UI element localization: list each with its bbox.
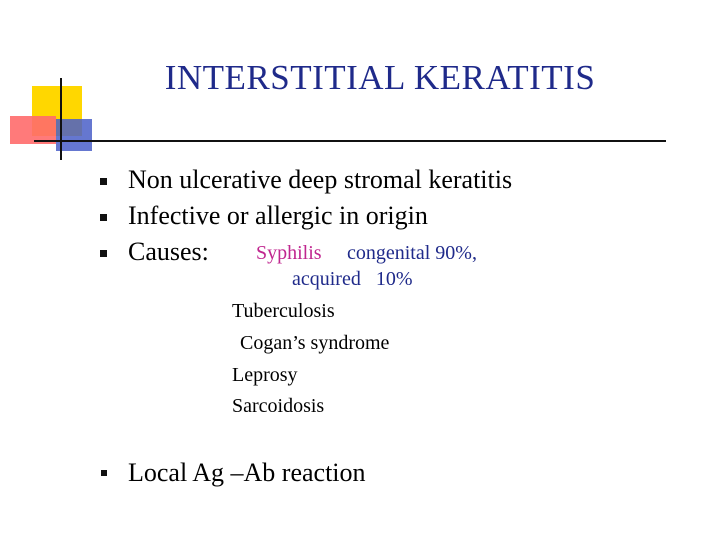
bullet-marker xyxy=(100,178,107,185)
bullet-text: Non ulcerative deep stromal keratitis xyxy=(128,165,513,194)
cause-syphilis-acquired: acquired 10% xyxy=(292,268,413,290)
bullet-marker xyxy=(100,214,107,221)
decor-vertical-line xyxy=(60,78,62,160)
bullet-text: Local Ag –Ab reaction xyxy=(128,458,366,487)
title-divider xyxy=(34,140,666,142)
cause-tuberculosis: Tuberculosis xyxy=(232,300,335,322)
bullet-text: Infective or allergic in origin xyxy=(128,201,428,230)
bullet-text: Causes: xyxy=(128,237,209,266)
bullet-marker xyxy=(100,250,107,257)
cause-syphilis-congenital: congenital 90%, xyxy=(347,242,477,264)
bullet-marker xyxy=(101,470,107,476)
cause-leprosy: Leprosy xyxy=(232,364,298,386)
cause-sarcoidosis: Sarcoidosis xyxy=(232,395,325,417)
slide-title: INTERSTITIAL KERATITIS xyxy=(164,58,596,97)
cause-syphilis: Syphilis xyxy=(256,242,322,264)
cause-cogan-syndrome: Cogan’s syndrome xyxy=(240,332,390,354)
